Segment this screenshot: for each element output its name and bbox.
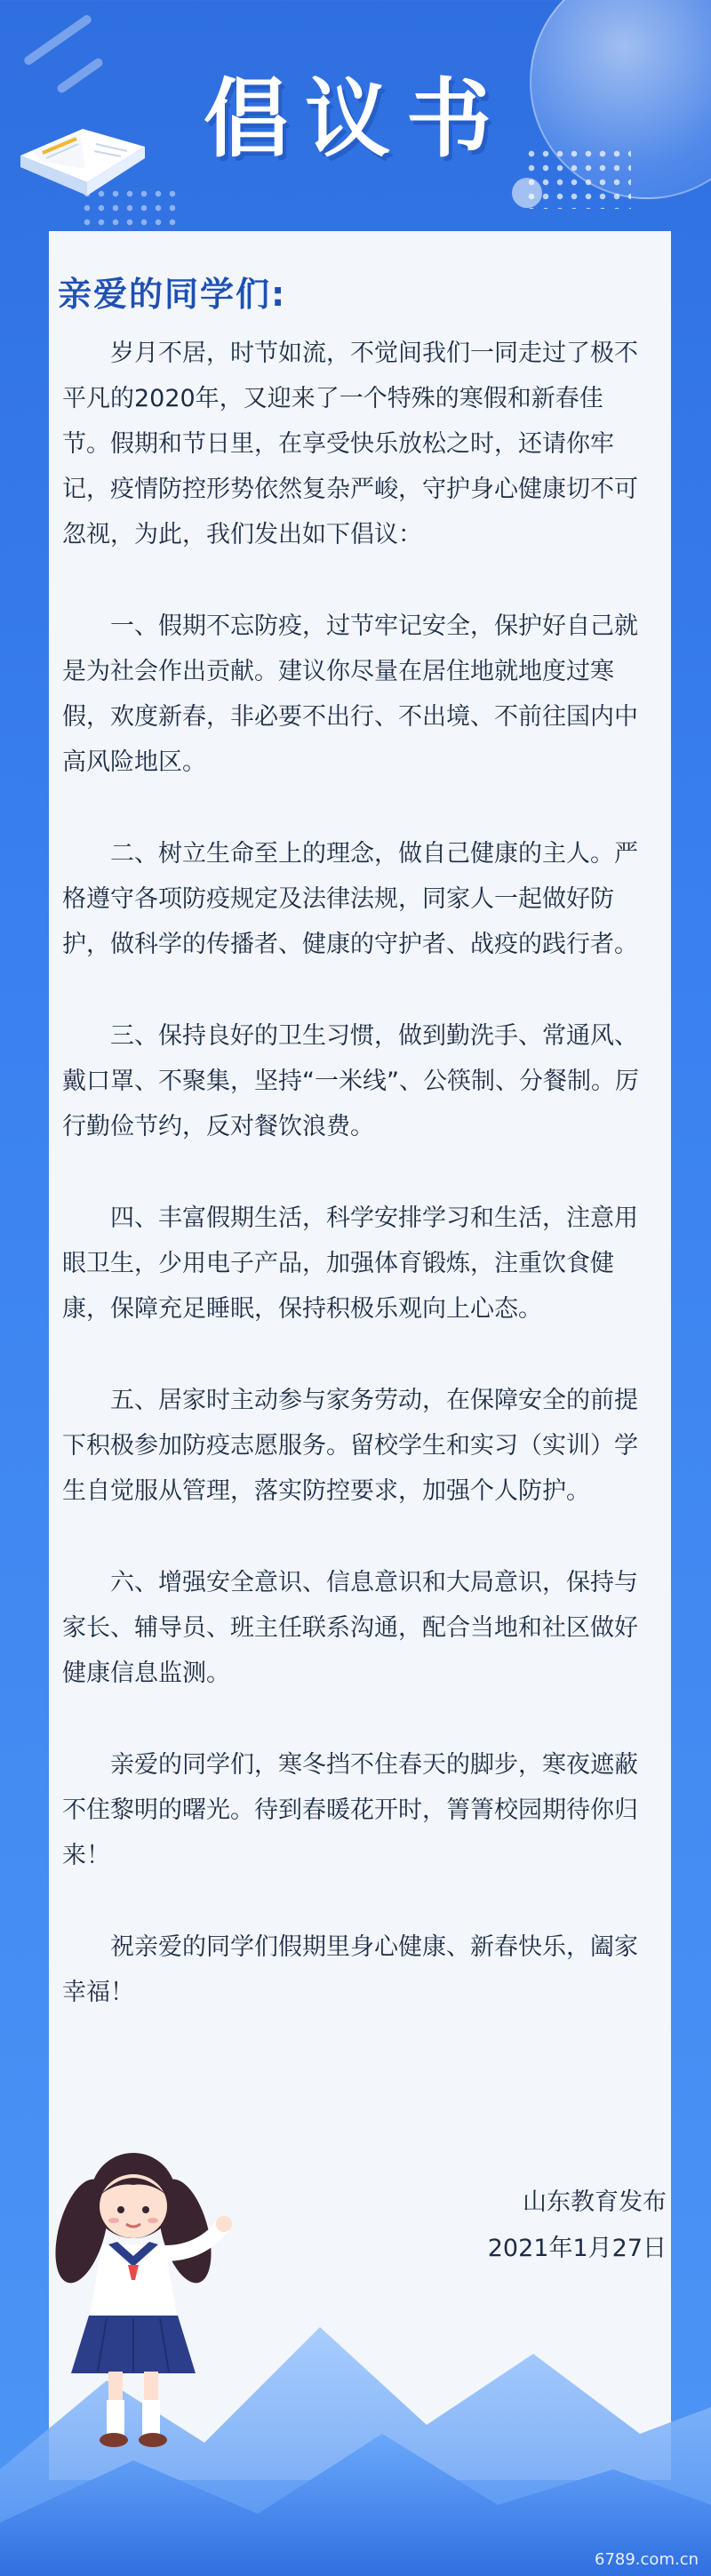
letter-body bbox=[62, 331, 649, 2061]
paragraph-6: 六、增强安全意识、信息意识和大局意识，保持与家长、辅导员、班主任联系沟通，配合当地和社区做好健康信息监测。 bbox=[62, 1569, 638, 1687]
paragraph-4: 四、丰富假期生活，科学安排学习和生活，注意用眼卫生，少用电子产品，加强体育锻炼，注重饮食健康，保障充足睡眠，保持积极乐观向上心态。 bbox=[62, 1204, 638, 1323]
paragraph-intro: 岁月不居，时节如流，不觉间我们一同走过了极不平凡的2020年，又迎来了一个特殊的寒假和新春佳节。假期和节日里，在享受快乐放松之时，还请你牢记，疫情防控形势依然复杂严峻，守护身心健康切不可忽视，为此，我们发出如下倡议： bbox=[62, 340, 638, 548]
paragraph-closing: 亲爱的同学们，寒冬挡不住春天的脚步，寒夜遮蔽不住黎明的曙光。待到春暖花开时，箐箐校园期待你归来！ bbox=[62, 1751, 638, 1869]
paragraph-2: 二、树立生命至上的理念，做自己健康的主人。严格遵守各项防疫规定及法律法规，同家人一起做好防护，做科学的传播者、健康的守护者、战疫的践行者。 bbox=[62, 840, 638, 958]
watermark: 6789.com.cn bbox=[595, 2550, 699, 2569]
paragraph-1: 一、假期不忘防疫，过节牢记安全，保护好自己就是为社会作出贡献。建议你尽量在居住地就地度过寒假，欢度新春，非必要不出行、不出境、不前往国内中高风险地区。 bbox=[62, 612, 638, 776]
paragraph-wishes: 祝亲爱的同学们假期里身心健康、新春快乐，阖家幸福！ bbox=[62, 1933, 638, 2006]
letter-signature-block bbox=[488, 2180, 667, 2272]
paragraph-5: 五、居家时主动参与家务劳动，在保障安全的前提下积极参加防疫志愿服务。留校学生和实习（实训）学生自觉服从管理，落实防控要求，加强个人防护。 bbox=[62, 1387, 638, 1505]
signature-org: 山东教育发布 bbox=[523, 2188, 667, 2216]
student-girl-illustration bbox=[36, 2133, 249, 2471]
signature-date: 2021年1月27日 bbox=[487, 2235, 667, 2262]
page-title: 倡议书 bbox=[204, 69, 507, 169]
letter-greeting: 亲爱的同学们: bbox=[58, 275, 287, 314]
paragraph-3: 三、保持良好的卫生习惯，做到勤洗手、常通风、戴口罩、不聚集，坚持“一米线”、公筷制、分餐制。厉行勤俭节约，反对餐饮浪费。 bbox=[62, 1022, 639, 1140]
